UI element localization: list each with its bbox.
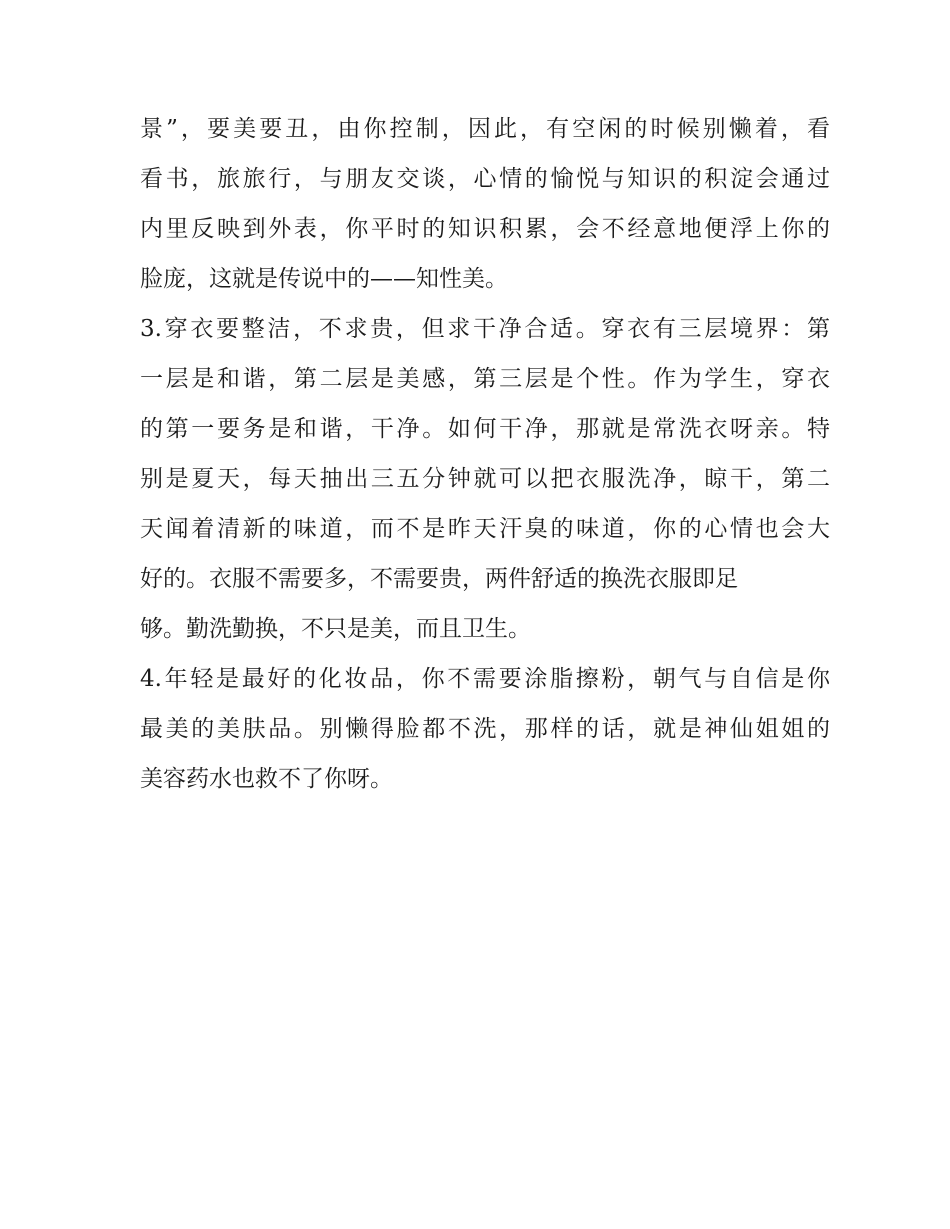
- text-line: 够。勤洗勤换，不只是美，而且卫生。: [140, 616, 531, 642]
- text-line: 内里反映到外表，你平时的知识积累，会不经意地便浮上你的: [140, 216, 830, 242]
- body-text: [140, 110, 830, 810]
- text-line: 一层是和谐，第二层是美感，第三层是个性。作为学生，穿衣: [140, 366, 830, 392]
- text-line: 美容药水也救不了你呀。: [140, 766, 393, 792]
- text-line: 脸庞，这就是传说中的——知性美。: [140, 266, 508, 292]
- text-line: 3.穿衣要整洁，不求贵，但求干净合适。穿衣有三层境界：第: [140, 316, 830, 342]
- text-line: 最美的美肤品。别懒得脸都不洗，那样的话，就是神仙姐姐的: [140, 716, 830, 742]
- text-line: 的第一要务是和谐，干净。如何干净，那就是常洗衣呀亲。特: [140, 416, 830, 442]
- text-line: 4.年轻是最好的化妆品，你不需要涂脂擦粉，朝气与自信是你: [140, 666, 830, 692]
- text-line: 别是夏天，每天抽出三五分钟就可以把衣服洗净，晾干，第二: [140, 466, 830, 492]
- text-line: 看书，旅旅行，与朋友交谈，心情的愉悦与知识的积淀会通过: [140, 166, 830, 192]
- text-line: 天闻着清新的味道，而不是昨天汗臭的味道，你的心情也会大: [140, 516, 830, 542]
- text-line: 景”，要美要丑，由你控制，因此，有空闲的时候别懒着，看: [140, 116, 830, 142]
- text-line: 好的。衣服不需要多，不需要贵，两件舒适的换洗衣服即足: [140, 566, 738, 592]
